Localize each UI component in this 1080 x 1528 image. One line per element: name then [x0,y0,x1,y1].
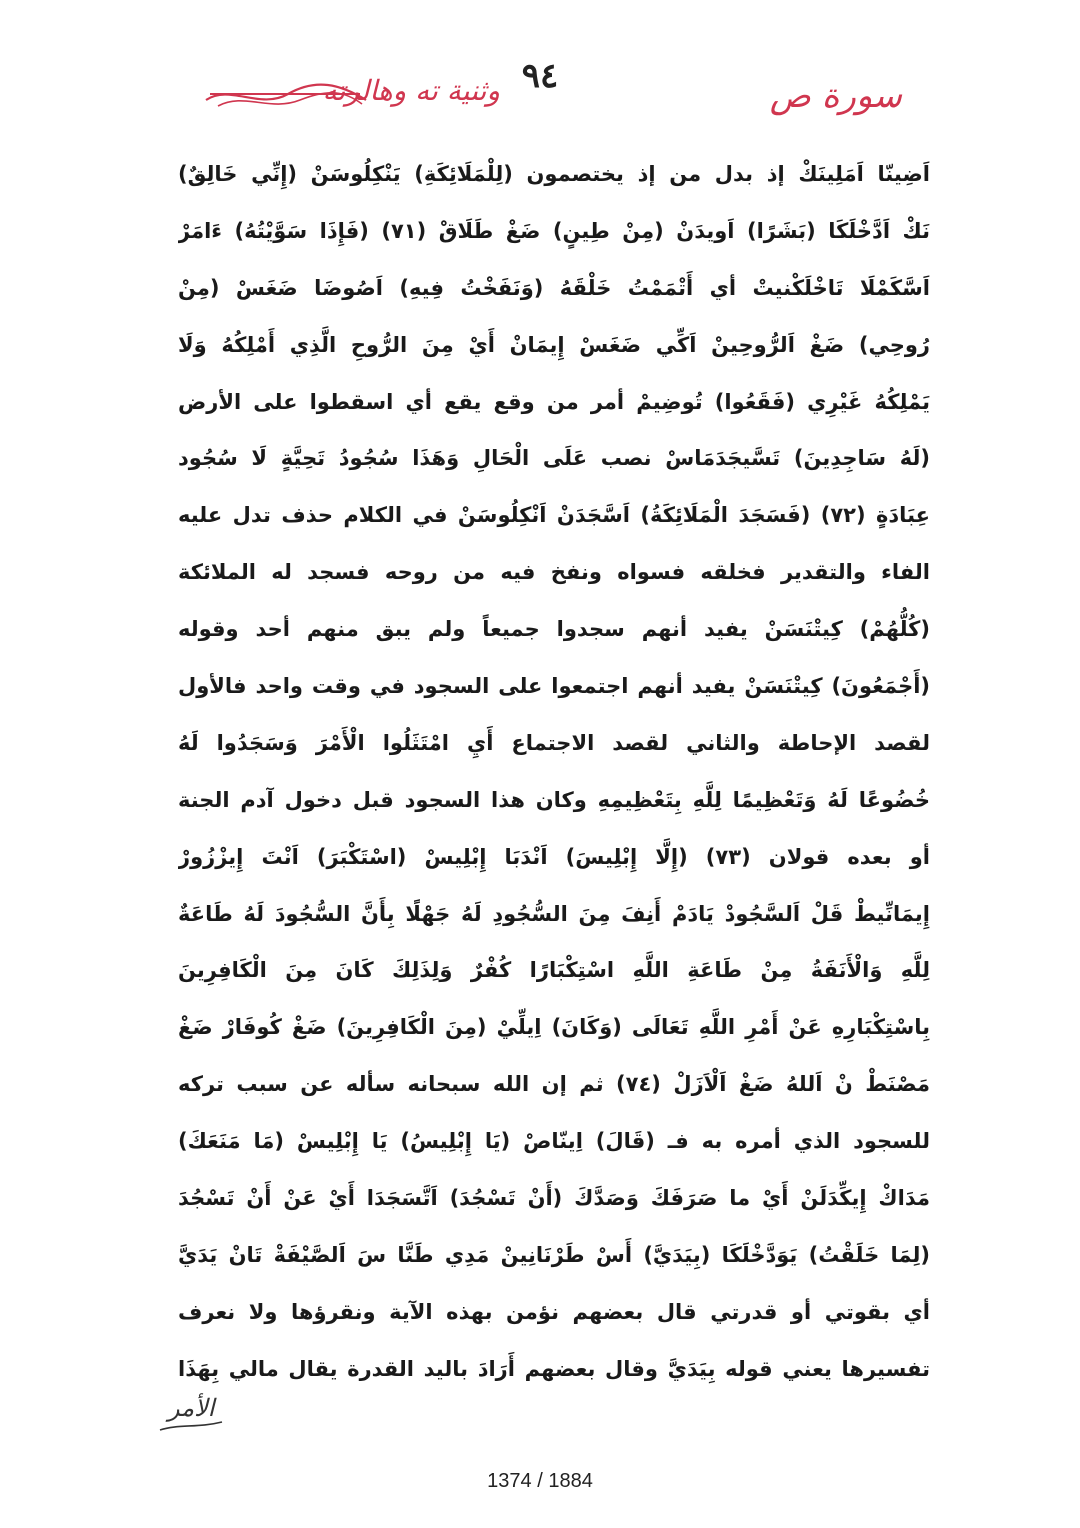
text-line: يَمْلِكُهُ غَيْرِي (فَقَعُوا) تُوضِيمْ أمر من وقع يقع أي اسقطوا على الأرض [178,389,930,414]
text-line: نَكْ اَدَّخْلَكَا (بَشَرًا) اَويدَنْ (مِنْ طِينٍ) ضَغْ طَلَاقْ (٧١) (فَإِذَا سَوَّيْتُهُ) ءَامَرْ [178,218,930,243]
text-line: (أَجْمَعُونَ) كِيتْنَسَنْ يفيد أنهم اجتمعوا على السجود في وقت واحد فالأول [178,674,930,699]
handwritten-note-left [200,70,500,120]
text-line: مَدَاكْ إِيكِّدَلَنْ أَيْ ما صَرَفَكَ وَصَدَّكَ (أَنْ تَسْجُدَ) اَتَّسَجَدَا أَيْ عَنْ أَنْ تَسْجُدَ [178,1186,930,1211]
page-number: ٩٤ [521,56,559,96]
page-counter: 1374 / 1884 [487,1470,593,1492]
text-line: الفاء والتقدير فخلقه فسواه ونفخ فيه من روحه فسجد له الملائكة [178,560,930,585]
handwritten-note-left-text: وثنية ته وهالرته [322,74,500,107]
text-line: (لَهُ سَاجِدِينَ) تَسَّيجَدَمَاسْ نصب عَلَى الْحَالِ وَهَذَا سُجُودُ تَحِيَّةٍ لَا سُجُود [178,446,930,471]
text-line: اَسَّكَمْلَا تَاخْلَكْنيتْ أي أَتْمَمْتُ خَلْقَهُ (وَنَفَخْتُ فِيهِ) اَصُوضَا ضَغَسْ (مِنْ [178,275,930,300]
text-line: إِيمَانِّيطْ قَلْ اَلسَّجُودْ يَادَمْ أَنِفَ مِنَ السُّجُودِ لَهُ جَهْلًا بِأَنَّ السُّجُودَ لَهُ طَاعَةٌ [178,901,930,926]
handwritten-surah-title: سورة ص [769,76,902,116]
page-body-text [178,146,930,1398]
text-line: لِلَّهِ وَالْأَنَفَةُ مِنْ طَاعَةِ اللَّهِ اسْتِكْبَارًا كُفْرٌ وَلِذَلِكَ كَانَ مِنَ الْكَافِرِينَ [178,958,930,983]
text-line: للسجود الذي أمره به فـ (قَالَ) اِينّاصْ (يَا إِبْلِيسُ) يَا إِبْلِيسْ (مَا مَنَعَكَ) [178,1129,930,1154]
margin-catchword [158,1394,248,1440]
text-line: تفسيرها يعني قوله بِيَدَيَّ وقال بعضهم أَرَادَ باليد القدرة يقال مالي بِهَذَا [178,1356,930,1381]
text-line: خُضُوعًا لَهُ وَتَعْظِيمًا لِلَّهِ بِتَعْظِيمِهِ وكان هذا السجود قبل دخول آدم الجنة [178,787,930,812]
text-line: بِاسْتِكْبَارِهِ عَنْ أَمْرِ اللَّهِ تَعَالَى (وَكَانَ) اِيلِّيْ (مِنَ الْكَافِرِينَ) ضَغْ كُوفَارْ ضَغْ [178,1015,930,1040]
text-line: (كُلُّهُمْ) كِيتْنَسَنْ يفيد أنهم سجدوا جميعاً ولم يبق منهم أحد وقوله [178,617,930,642]
margin-catchword-text: الأمر [168,1394,215,1422]
text-line: رُوحِي) ضَغْ اَلرُّوحِينْ اَكِّي ضَغَسْ إِيمَانْ أَيْ مِنَ الرُّوحِ الَّذِي أَمْلِكُهُ وَلَا [178,332,930,357]
text-line: لقصد الإحاطة والثاني لقصد الاجتماع أَيِ امْتَثَلُوا الْأَمْرَ وَسَجَدُوا لَهُ [178,730,930,755]
catchword-underline [158,1394,248,1440]
text-line: (لِمَا خَلَقْتُ) يَوَدَّخْلَكَا (بِيَدَيَّ) أَسْ طَرْنَانِينْ مَدِي طَنَّا سَ اَلصَّيْفَةْ تَانْ يَدَيَّ [178,1242,930,1267]
text-line: اَضِينّا اَمَلِينَكْ إذ بدل من إذ يختصمون (لِلْمَلَائِكَةِ) يَنْكِلُوسَنْ (إِنِّي خَالِقٌ) [178,162,930,186]
text-line: عِبَادَةٍ (٧٢) (فَسَجَدَ الْمَلَائِكَةُ) اَسَّجَدَنْ اَنْكِلُوسَنْ في الكلام حذف تدل عليه [178,503,930,528]
text-line: أو بعده قولان (٧٣) (إِلَّا إِبْلِيسَ) اَنْدَبَا إِبْلِيسْ (اسْتَكْبَرَ) اَنْتَ إِيزْزُورْ [178,844,930,869]
text-line: أي بقوتي أو قدرتي قال بعضهم نؤمن بهذه الآية ونقرؤها ولا نعرف [178,1299,930,1324]
text-line: مَصْنَطْ نْ اَللهُ ضَغْ اَلْاَزَلْ (٧٤) ثم إن الله سبحانه سأله عن سبب تركه [178,1072,930,1097]
